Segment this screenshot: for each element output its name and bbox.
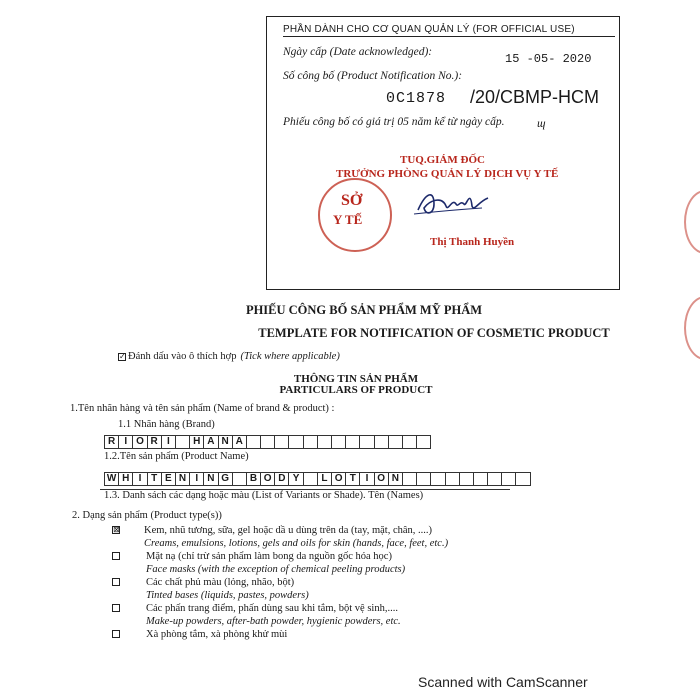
letter-box: A xyxy=(203,435,218,449)
letter-box: O xyxy=(331,472,346,486)
validity-note: Phiếu công bố có giá trị 05 năm kể từ ngày cấp. xyxy=(283,116,505,128)
checkbox-icon[interactable] xyxy=(112,552,120,560)
signer-title-2: TRƯỞNG PHÒNG QUẢN LÝ DỊCH VỤ Y TẾ xyxy=(336,168,559,180)
item-1-1-label: 1.1 Nhãn hàng (Brand) xyxy=(118,419,215,430)
product-type-option[interactable] xyxy=(112,628,592,641)
product-type-vi: Các chất phủ màu (lỏng, nhão, bột) xyxy=(146,577,295,588)
edge-seal-top xyxy=(684,190,700,254)
letter-box xyxy=(345,435,360,449)
item-1-label: 1.Tên nhãn hàng và tên sản phẩm (Name of brand & product) : xyxy=(70,403,335,414)
signer-name: Thị Thanh Huyền xyxy=(430,236,515,248)
letter-box: N xyxy=(218,435,233,449)
product-type-option[interactable] xyxy=(112,524,592,550)
letter-box xyxy=(303,472,318,486)
letter-box: R xyxy=(104,435,119,449)
letter-box: O xyxy=(132,435,147,449)
seal-text-1: SỞ xyxy=(341,192,363,209)
letter-box xyxy=(232,472,247,486)
product-type-option[interactable] xyxy=(112,550,592,576)
letter-box xyxy=(459,472,474,486)
letter-box xyxy=(501,472,516,486)
letter-box xyxy=(359,435,374,449)
title-vietnamese: PHIẾU CÔNG BỐ SẢN PHẨM MỸ PHẨM xyxy=(245,303,483,317)
letter-box: H xyxy=(118,472,133,486)
letter-box: T xyxy=(147,472,162,486)
product-name-letter-boxes xyxy=(104,472,530,486)
scanner-footer: Scanned with CamScanner xyxy=(418,674,588,690)
letter-box xyxy=(416,472,431,486)
section-title-vi: THÔNG TIN SẢN PHẨM xyxy=(293,373,419,385)
letter-box xyxy=(402,435,417,449)
letter-box xyxy=(487,472,502,486)
checkbox-icon[interactable] xyxy=(112,604,120,612)
letter-box: O xyxy=(374,472,389,486)
letter-box xyxy=(430,472,445,486)
letter-box xyxy=(416,435,431,449)
checked-box-icon: ✓ xyxy=(119,351,126,361)
date-label: Ngày cấp (Date acknowledged): xyxy=(283,46,433,58)
product-type-option[interactable] xyxy=(112,576,592,602)
letter-box: I xyxy=(132,472,147,486)
item-1-3-label: 1.3. Danh sách các dạng hoặc màu (List of Variants or Shade). Tên (Names) xyxy=(104,490,424,501)
letter-box: N xyxy=(175,472,190,486)
tick-note-english: (Tick where applicable) xyxy=(240,351,340,362)
letter-box xyxy=(388,435,403,449)
product-type-vi: Kem, nhũ tương, sữa, gel hoặc dầ u dùng trên da (tay, mặt, chân, ....) xyxy=(144,525,433,536)
letter-box: I xyxy=(161,435,176,449)
letter-box: I xyxy=(359,472,374,486)
product-type-vi: Xà phòng tắm, xà phòng khử mùi xyxy=(146,629,288,640)
official-use-header: PHẦN DÀNH CHO CƠ QUAN QUẢN LÝ (FOR OFFICIAL USE) xyxy=(283,24,575,35)
letter-box: N xyxy=(203,472,218,486)
signature-icon xyxy=(412,182,494,224)
letter-box: G xyxy=(218,472,233,486)
letter-box xyxy=(288,435,303,449)
checked-box-icon[interactable]: ⊠ xyxy=(113,525,120,534)
product-type-en: Make-up powders, after-bath powder, hygienic powders, etc. xyxy=(146,616,401,627)
product-type-vi: Mặt nạ (chỉ trừ sản phẩm làm bong da nguồn gốc hóa học) xyxy=(146,551,392,562)
tick-note xyxy=(118,351,340,362)
letter-box xyxy=(317,435,332,449)
section-title-en: PARTICULARS OF PRODUCT xyxy=(279,384,433,396)
signer-title-1: TUQ.GIÁM ĐỐC xyxy=(400,154,485,166)
notification-suffix: /20/CBMP-HCM xyxy=(470,87,600,107)
product-type-option[interactable] xyxy=(112,602,592,628)
letter-box: R xyxy=(147,435,162,449)
letter-box: N xyxy=(388,472,403,486)
letter-box: T xyxy=(345,472,360,486)
letter-box: L xyxy=(317,472,332,486)
tick-note-text: Đánh dấu vào ô thích hợp xyxy=(128,351,237,362)
header-underline xyxy=(283,36,615,37)
letter-box: E xyxy=(161,472,176,486)
checkbox-icon[interactable] xyxy=(112,630,120,638)
letter-box xyxy=(331,435,346,449)
letter-box xyxy=(473,472,488,486)
letter-box xyxy=(274,435,289,449)
notification-number: 0C1878 xyxy=(386,90,447,107)
letter-box: H xyxy=(189,435,204,449)
seal-text-2: Y TẾ xyxy=(333,212,363,227)
letter-box: B xyxy=(246,472,261,486)
letter-box: O xyxy=(260,472,275,486)
product-type-list xyxy=(112,524,592,641)
product-type-en: Tinted bases (liquids, pastes, powders) xyxy=(146,590,309,601)
letter-box: D xyxy=(274,472,289,486)
letter-box xyxy=(246,435,261,449)
validity-handwritten-mark: ɰ xyxy=(537,116,546,130)
letter-box xyxy=(175,435,190,449)
title-english: TEMPLATE FOR NOTIFICATION OF COSMETIC PRODUCT xyxy=(258,326,610,340)
product-type-en: Face masks (with the exception of chemical peeling products) xyxy=(146,564,406,575)
letter-box: W xyxy=(104,472,119,486)
product-type-vi: Các phấn trang điểm, phấn dùng sau khi tắm, bột vệ sinh,.... xyxy=(146,603,398,614)
letter-box xyxy=(402,472,417,486)
letter-box xyxy=(374,435,389,449)
letter-box xyxy=(260,435,275,449)
checkbox-icon[interactable] xyxy=(112,578,120,586)
letter-box: A xyxy=(232,435,247,449)
letter-box xyxy=(515,472,530,486)
letter-box xyxy=(303,435,318,449)
letter-box: I xyxy=(118,435,133,449)
item-1-2-label: 1.2.Tên sản phẩm (Product Name) xyxy=(104,451,249,462)
brand-letter-boxes xyxy=(104,435,430,449)
product-type-en: Creams, emulsions, lotions, gels and oils for skin (hands, face, feet, etc.) xyxy=(144,538,449,549)
letter-box: Y xyxy=(288,472,303,486)
letter-box xyxy=(445,472,460,486)
notification-label: Số công bố (Product Notification No.): xyxy=(283,70,463,82)
date-value: 15 -05- 2020 xyxy=(505,52,592,66)
letter-box: I xyxy=(189,472,204,486)
item-2-label: 2. Dạng sản phẩm (Product type(s)) xyxy=(72,510,222,521)
